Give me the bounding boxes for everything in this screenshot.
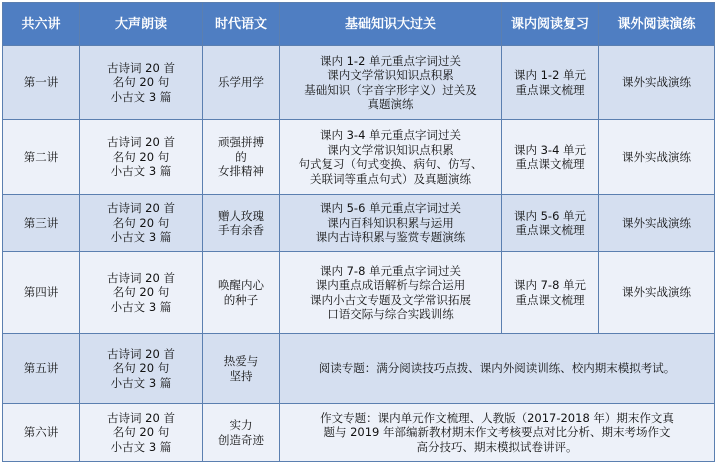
basic-knowledge-cell-line: 课内古诗积累与鉴赏专题演练 — [315, 230, 466, 245]
read-aloud-cell — [80, 334, 203, 404]
in-class-reading-cell — [502, 252, 599, 334]
theme-cell-line: 热爱与 — [223, 354, 259, 368]
lecture-cell: 第三讲 — [3, 195, 80, 252]
lecture-cell: 第六讲 — [3, 404, 80, 462]
table-row — [3, 195, 715, 252]
extracurricular-cell — [599, 46, 715, 120]
header-extracurricular-reading: 课外阅读演练 — [599, 3, 715, 46]
table-row — [3, 334, 715, 404]
in-class-reading-cell-line: 课内 7-8 单元 — [513, 278, 587, 292]
read-aloud-cell-line: 名句 20 句 — [112, 215, 170, 230]
in-class-reading-cell — [502, 46, 599, 120]
read-aloud-cell — [80, 404, 203, 462]
theme-cell-line: 创造奇迹 — [218, 432, 264, 447]
extracurricular-cell-line: 课外实战演练 — [622, 215, 691, 230]
theme-cell — [203, 120, 280, 195]
theme-cell-line: 赠人玫瑰 — [218, 208, 264, 223]
in-class-reading-cell — [502, 195, 599, 252]
theme-cell-line: 的 — [235, 149, 247, 164]
header-in-class-reading: 课内阅读复习 — [502, 3, 599, 46]
lecture-cell: 第二讲 — [3, 120, 80, 195]
read-aloud-cell — [80, 195, 203, 252]
basic-knowledge-cell-line: 课内 1-2 单元重点字词过关 — [319, 53, 462, 68]
header-lecture: 共六讲 — [3, 3, 80, 46]
basic-knowledge-cell-line: 课内 5-6 单元重点字词过关 — [319, 201, 462, 216]
basic-knowledge-cell-line: 口语交际与综合实践训练 — [327, 307, 454, 321]
in-class-reading-cell-line: 重点课文梳理 — [515, 82, 585, 97]
extracurricular-cell — [599, 120, 715, 195]
read-aloud-cell-line: 名句 20 句 — [112, 361, 170, 376]
theme-cell-line: 手有余香 — [218, 223, 264, 237]
lecture-cell: 第四讲 — [3, 252, 80, 334]
lecture-cell: 第一讲 — [3, 46, 80, 120]
read-aloud-cell-line: 小古文 3 篇 — [110, 439, 172, 454]
topic-cell — [280, 404, 715, 462]
extracurricular-cell-line: 课外实战演练 — [622, 75, 691, 90]
topic-cell-line: 阅读专题：满分阅读技巧点拨、课内外阅读训练、校内期末模拟考试。 — [318, 361, 676, 376]
read-aloud-cell-line: 名句 20 句 — [112, 75, 170, 90]
theme-cell — [203, 46, 280, 120]
topic-cell-line: 题与 2019 年部编新教材期末作文考核要点对比分析、期末考场作文 — [323, 425, 671, 440]
basic-knowledge-cell-line: 句式复习（句式变换、病句、仿写、 — [298, 157, 483, 171]
theme-cell-line: 顽强拼搏 — [218, 135, 264, 150]
read-aloud-cell-line: 古诗词 20 首 — [107, 201, 175, 216]
header-basic-knowledge: 基础知识大过关 — [280, 3, 502, 46]
read-aloud-cell-line: 古诗词 20 首 — [107, 135, 175, 150]
theme-cell-line: 坚持 — [229, 368, 253, 383]
basic-knowledge-cell — [280, 120, 502, 195]
read-aloud-cell-line: 小古文 3 篇 — [110, 299, 172, 314]
read-aloud-cell — [80, 120, 203, 195]
basic-knowledge-cell — [280, 195, 502, 252]
theme-cell-line: 女排精神 — [218, 164, 264, 179]
basic-knowledge-cell — [280, 46, 502, 120]
read-aloud-cell-line: 小古文 3 篇 — [110, 89, 172, 104]
table-row — [3, 120, 715, 195]
basic-knowledge-cell-line: 课内 3-4 单元重点字词过关 — [319, 128, 462, 142]
theme-cell-line: 唤醒内心 — [218, 278, 264, 292]
basic-knowledge-cell-line: 课内重点成语解析与综合运用 — [315, 278, 466, 292]
theme-cell — [203, 404, 280, 462]
lecture-cell: 第五讲 — [3, 334, 80, 404]
extracurricular-cell — [599, 195, 715, 252]
in-class-reading-cell-line: 重点课文梳理 — [515, 157, 585, 171]
header-row — [3, 3, 715, 46]
in-class-reading-cell-line: 重点课文梳理 — [515, 292, 585, 307]
read-aloud-cell — [80, 252, 203, 334]
read-aloud-cell-line: 古诗词 20 首 — [107, 270, 175, 285]
basic-knowledge-cell-line: 课内百科知识积累与运用 — [327, 215, 454, 230]
topic-cell-line: 高分技巧、期末模拟试卷讲评。 — [416, 439, 578, 454]
in-class-reading-cell-line: 课内 1-2 单元 — [513, 68, 587, 82]
read-aloud-cell-line: 小古文 3 篇 — [110, 230, 172, 245]
topic-cell — [280, 334, 715, 404]
in-class-reading-cell-line: 重点课文梳理 — [515, 223, 585, 237]
basic-knowledge-cell-line: 关联词等重点句式）及真题演练 — [310, 171, 471, 186]
theme-cell-line: 实力 — [229, 418, 253, 432]
header-read-aloud: 大声朗读 — [80, 3, 203, 46]
read-aloud-cell-line: 名句 20 句 — [112, 285, 170, 300]
extracurricular-cell-line: 课外实战演练 — [622, 149, 691, 164]
extracurricular-cell — [599, 252, 715, 334]
course-schedule — [2, 2, 715, 462]
theme-cell — [203, 334, 280, 404]
basic-knowledge-cell — [280, 252, 502, 334]
in-class-reading-cell — [502, 120, 599, 195]
read-aloud-cell — [80, 46, 203, 120]
basic-knowledge-cell-line: 课内文学常识知识点积累 — [327, 142, 454, 157]
header-era-chinese: 时代语文 — [203, 3, 280, 46]
theme-cell — [203, 195, 280, 252]
basic-knowledge-cell-line: 课内文学常识知识点积累 — [327, 68, 454, 82]
read-aloud-cell-line: 名句 20 句 — [112, 149, 170, 164]
read-aloud-cell-line: 古诗词 20 首 — [107, 60, 175, 75]
read-aloud-cell-line: 古诗词 20 首 — [107, 346, 175, 361]
read-aloud-cell-line: 小古文 3 篇 — [110, 375, 172, 390]
table-row — [3, 404, 715, 462]
table-row — [3, 46, 715, 120]
in-class-reading-cell-line: 课内 5-6 单元 — [513, 208, 587, 223]
table-row — [3, 252, 715, 334]
read-aloud-cell-line: 小古文 3 篇 — [110, 164, 172, 179]
basic-knowledge-cell-line: 课内小古文专题及文学常识拓展 — [310, 292, 471, 307]
in-class-reading-cell-line: 课内 3-4 单元 — [513, 142, 587, 157]
basic-knowledge-cell-line: 真题演练 — [367, 97, 414, 111]
schedule-table — [2, 2, 715, 462]
topic-cell-line: 作文专题：课内单元作文梳理、人教版（2017-2018 年）期末作文真 — [320, 410, 674, 425]
read-aloud-cell-line: 名句 20 句 — [112, 425, 170, 440]
extracurricular-cell-line: 课外实战演练 — [622, 285, 691, 300]
basic-knowledge-cell-line: 课内 7-8 单元重点字词过关 — [319, 263, 462, 278]
theme-cell — [203, 252, 280, 334]
read-aloud-cell-line: 古诗词 20 首 — [107, 410, 175, 425]
theme-cell-line: 乐学用学 — [218, 75, 264, 90]
theme-cell-line: 的种子 — [223, 292, 259, 307]
basic-knowledge-cell-line: 基础知识（字音字形字义）过关及 — [304, 82, 477, 97]
